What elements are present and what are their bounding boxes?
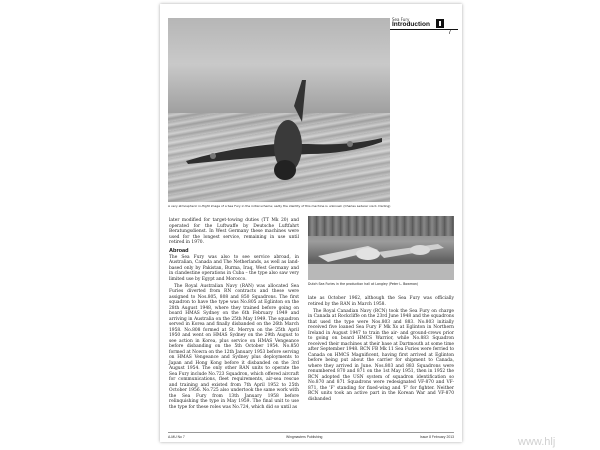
small-caption-credit: (Peter L. Bowman) bbox=[388, 282, 419, 286]
main-caption-text: A very atmospheric in-flight image of a Sea Fury in the initial scheme; sadly the identity of this machine is unknown bbox=[168, 204, 343, 208]
main-photo bbox=[168, 18, 390, 202]
info-icon bbox=[436, 19, 444, 28]
main-caption-credit: (Charles Lederer via K. Darling) bbox=[343, 204, 391, 208]
right-text-column bbox=[308, 296, 454, 404]
header-series: Sea Fury bbox=[392, 17, 410, 22]
factory-photo-caption bbox=[308, 282, 454, 286]
watermark-text: www.hlj bbox=[518, 436, 556, 448]
footer-left: A-MU No 7 bbox=[168, 435, 185, 439]
aircraft-silhouette bbox=[168, 18, 390, 202]
abroad-paragraph-1: The Sea Fury was also to see service abroad, in Australian, Canada and The Netherlands, as well as land-based only by Pakistan, Burma, Iraq, West Germany and in clandestine operations in Cuba – the type also saw very limited use by Egypt and Morocco. bbox=[169, 254, 299, 282]
abroad-paragraph-2: The Royal Australian Navy (RAN) was allocated Sea Furies diverted from RN contracts and these were assigned to Nos.805, 808 and 850 Squadrons. The first squadron to have the type was No.805 at Eglinton on the 28th August 1948, where they trained before going on board HMAS Sydney on the 6th February 1949 and arriving in Australia on the 25th May 1949. The squadron served in Korea and finally disbanded on the 26th March 1958. No.808 formed at St. Merryn on the 25th April 1950 and went on HMAS Sydney on the 29th August to see action in Korea, plus service on HMAS Vengeance before disbanding on the 5th October 1954. No.850 formed at Nowra on the 12th January 1953 before serving on HMAS Vengeance and Sydney plus deployments to Japan and Hong Kong before it disbanded on the 3rd August 1954. The only other RAN units to operate the Sea Fury include No.723 Squadron, which offered aircraft for communications, fleet requirements, air-sea rescue and training and existed from 7th April 1952 to 25th October 1956. No.725 also undertook the same work with the Sea Fury from 13th January 1958 before relinquishing the type in May 1959. The final unit to use the type for these roles was No.724, which did so until as bbox=[169, 283, 299, 410]
magazine-page bbox=[160, 4, 462, 442]
right-paragraph-1: late as October 1962, although the Sea Fury was officially retired by the RAN in March 1958. bbox=[308, 296, 454, 307]
footer-publisher: Wingmasters Publishing bbox=[286, 435, 323, 439]
section-heading-abroad: Abroad bbox=[169, 247, 189, 254]
main-photo-caption bbox=[168, 204, 454, 208]
left-text-column bbox=[169, 218, 299, 412]
small-caption-text: Dutch Sea Furies in the production hall at Langley bbox=[308, 282, 388, 286]
factory-photo bbox=[308, 216, 454, 280]
header-title: Introduction bbox=[392, 21, 430, 28]
page-footer bbox=[168, 432, 454, 441]
right-paragraph-2: The Royal Canadian Navy (RCN) took the Sea Fury on charge in Canada at Rockcliffe on the 23rd June 1948 and the squadrons that used the type were Nos.803 and 883. No.803 initially received five loaned Sea Fury F Mk Xs at Eglinton in Northern Ireland in August 1947 to train the air- and ground-crews prior to going on board HMCS Warrior, while No.883 Squadron received their machines at their base at Dartmouth at some time after September 1948. RCN FB Mk 11 Sea Furies were ferried to Canada on HMCS Magnificent, having first arrived at Eglinton before being put about the carrier for shipment to Canada, where they arrived in June. Nos.803 and 883 Squadrons were renumbered 870 and 871 on the 1st May 1951, then in 1952 the RCN adopted the USN system of squadron identification so No.870 and 871 Squadrons were redesignated VF-870 and VF-871, the 'F' standing for fixed-wing and 'F' for fighter. Neither RCN units took an active part in the Korean War and VF-870 disbanded bbox=[308, 308, 454, 402]
page-header bbox=[390, 17, 460, 39]
intro-paragraph: later modified for target-towing duties (TT Mk 20) and operated for the Luftwaffe by Deutsche Luftfahrt Beratungsdienst. In West Germany these machines were used for the longest service, remaining in use until retired in 1970. bbox=[169, 218, 299, 245]
header-page-number: 7 bbox=[448, 30, 452, 36]
hall-floor bbox=[308, 264, 454, 280]
footer-issue: Issue 8 February 2013 bbox=[420, 435, 454, 439]
